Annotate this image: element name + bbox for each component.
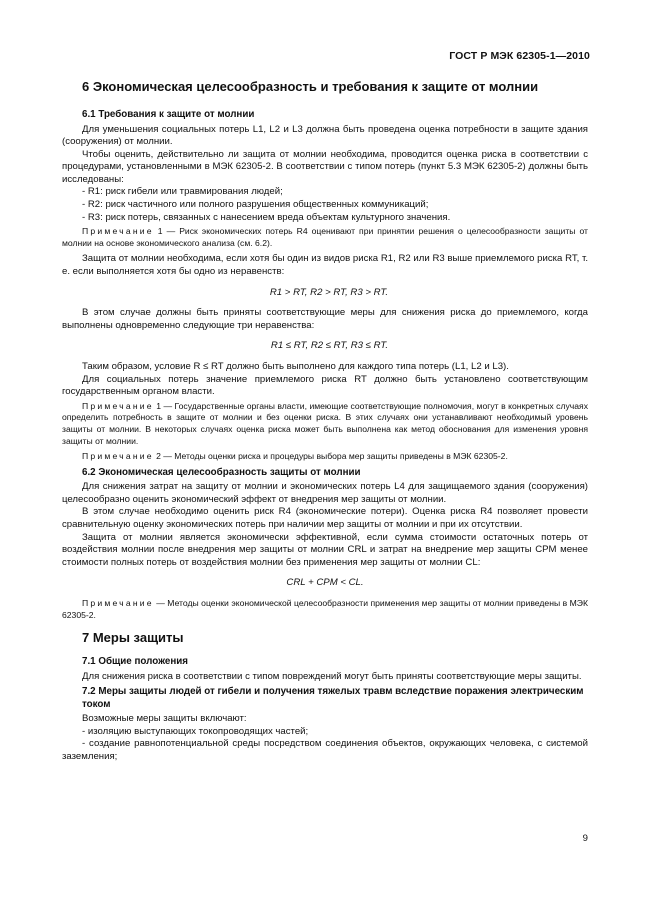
list-item: - R3: риск потерь, связанных с нанесением вреда объектам культурного значения.: [82, 211, 451, 223]
note: [62, 598, 588, 621]
list-item: - R2: риск частичного или полного разрушения общественных коммуникаций;: [82, 199, 429, 211]
subsection-7-1-title: 7.1 Общие положения: [82, 656, 189, 668]
formula: R1 > RT, R2 > RT, R3 > RT.: [269, 286, 388, 298]
paragraph: Таким образом, условие R ≤ RT должно быть выполнено для каждого типа потерь (L1, L2 и L3).: [82, 361, 509, 372]
formula: R1 ≤ RT, R2 ≤ RT, R3 ≤ RT.: [270, 340, 388, 352]
note: [62, 226, 588, 249]
note: [62, 401, 588, 447]
subsection-6-2-title: 6.2 Экономическая целесообразность защиты от молнии: [82, 466, 361, 478]
section-7-title: 7 Меры защиты: [82, 630, 184, 646]
note-text: 1 — Государственные органы власти, имеющие соответствующие полномочия, могут в конкретных случаях определить потребность в защите от молнии и без оценки риска. В этих случаях они устанавливают необходимый уровень защиты от молнии. В некоторых случаях оценка риска может быть выполнена как метод обоснования для изменения уровня защиты от молнии.: [62, 400, 588, 446]
note-text: 2 — Методы оценки риска и процедуры выбора мер защиты приведены в МЭК 62305-2.: [153, 451, 508, 462]
section-6-title: 6 Экономическая целесообразность и требования к защите от молнии: [82, 79, 539, 94]
note-label: Примечание: [82, 598, 154, 608]
paragraph: Чтобы оценить, действительно ли защита от молнии необходима, проводится оценка риска в соответствии с процедурами, установленными в МЭК 62305-2. В соответствии с типом потерь (пункт 5.3 МЭК 62305-2) должны быть исследованы:: [62, 148, 588, 185]
note-label: Примечание: [82, 400, 154, 411]
formula: CRL + CPM < CL.: [286, 577, 364, 589]
note-text: 1 — Риск экономических потерь R4 оценивают при принятии решения о целесообразности защиты от молнии на основе экономического анализа (см. 6.2).: [62, 226, 588, 248]
list-item: - создание равнопотенциальной среды посредством соединения объектов, окружающих человека, с системой заземления;: [62, 738, 588, 763]
document-body: [62, 78, 588, 764]
paragraph: Для снижения затрат на защиту от молнии и экономических потерь L4 для защищаемого здания (сооружения) целесообразно оценить экономический эффект от внедрения мер защиты от молнии.: [62, 481, 588, 505]
note: [62, 451, 588, 463]
subsection-7-2-title: 7.2 Меры защиты людей от гибели и получения тяжелых травм вследствие поражения электрическим током: [82, 686, 584, 710]
page-number: 9: [582, 833, 588, 844]
paragraph: Для уменьшения социальных потерь L1, L2 и L3 должна быть проведена оценка потребности в защите здания (сооружения) от молнии.: [62, 123, 588, 148]
list-item: - R1: риск гибели или травмирования людей;: [82, 186, 283, 198]
note-text: — Методы оценки экономической целесообразности применения мер защиты от молнии приведены в МЭК 62305-2.: [62, 598, 588, 620]
paragraph: В этом случае должны быть приняты соответствующие меры для снижения риска до приемлемого, когда выполнены одновременно следующие три неравенства:: [62, 307, 588, 331]
paragraph: Возможные меры защиты включают:: [82, 713, 247, 725]
list-item: - изоляцию выступающих токопроводящих частей;: [82, 725, 309, 737]
note-label: Примечание: [82, 451, 154, 462]
note-label: Примечание: [82, 226, 154, 237]
paragraph: Для социальных потерь значение приемлемого риска RT должно быть установлено соответствующим государственным органом власти.: [62, 373, 588, 398]
paragraph: В этом случае необходимо оценить риск R4 (экономические потери). Оценка риска R4 позволяет провести сравнительную оценку экономических потерь при наличии мер защиты от молнии и при их отсутствии.: [62, 506, 588, 531]
paragraph: Защита от молнии необходима, если хотя бы один из видов риска R1, R2 или R3 выше приемлемого риска RT, т. е. если выполняется хотя бы одно из неравенств:: [62, 253, 588, 278]
document-header: ГОСТ Р МЭК 62305-1—2010: [449, 50, 590, 62]
subsection-6-1-title: 6.1 Требования к защите от молнии: [82, 109, 255, 120]
paragraph: Для снижения риска в соответствии с типом повреждений могут быть приняты соответствующие меры защиты.: [82, 670, 582, 682]
paragraph: Защита от молнии является экономически эффективной, если сумма стоимости остаточных потерь от воздействия молнии после внедрения мер защиты от молнии CRL и затрат на внедрение мер защиты CPM менее стоимости полных потерь от воздействия молнии без применения мер защиты от молнии CL:: [62, 531, 588, 568]
